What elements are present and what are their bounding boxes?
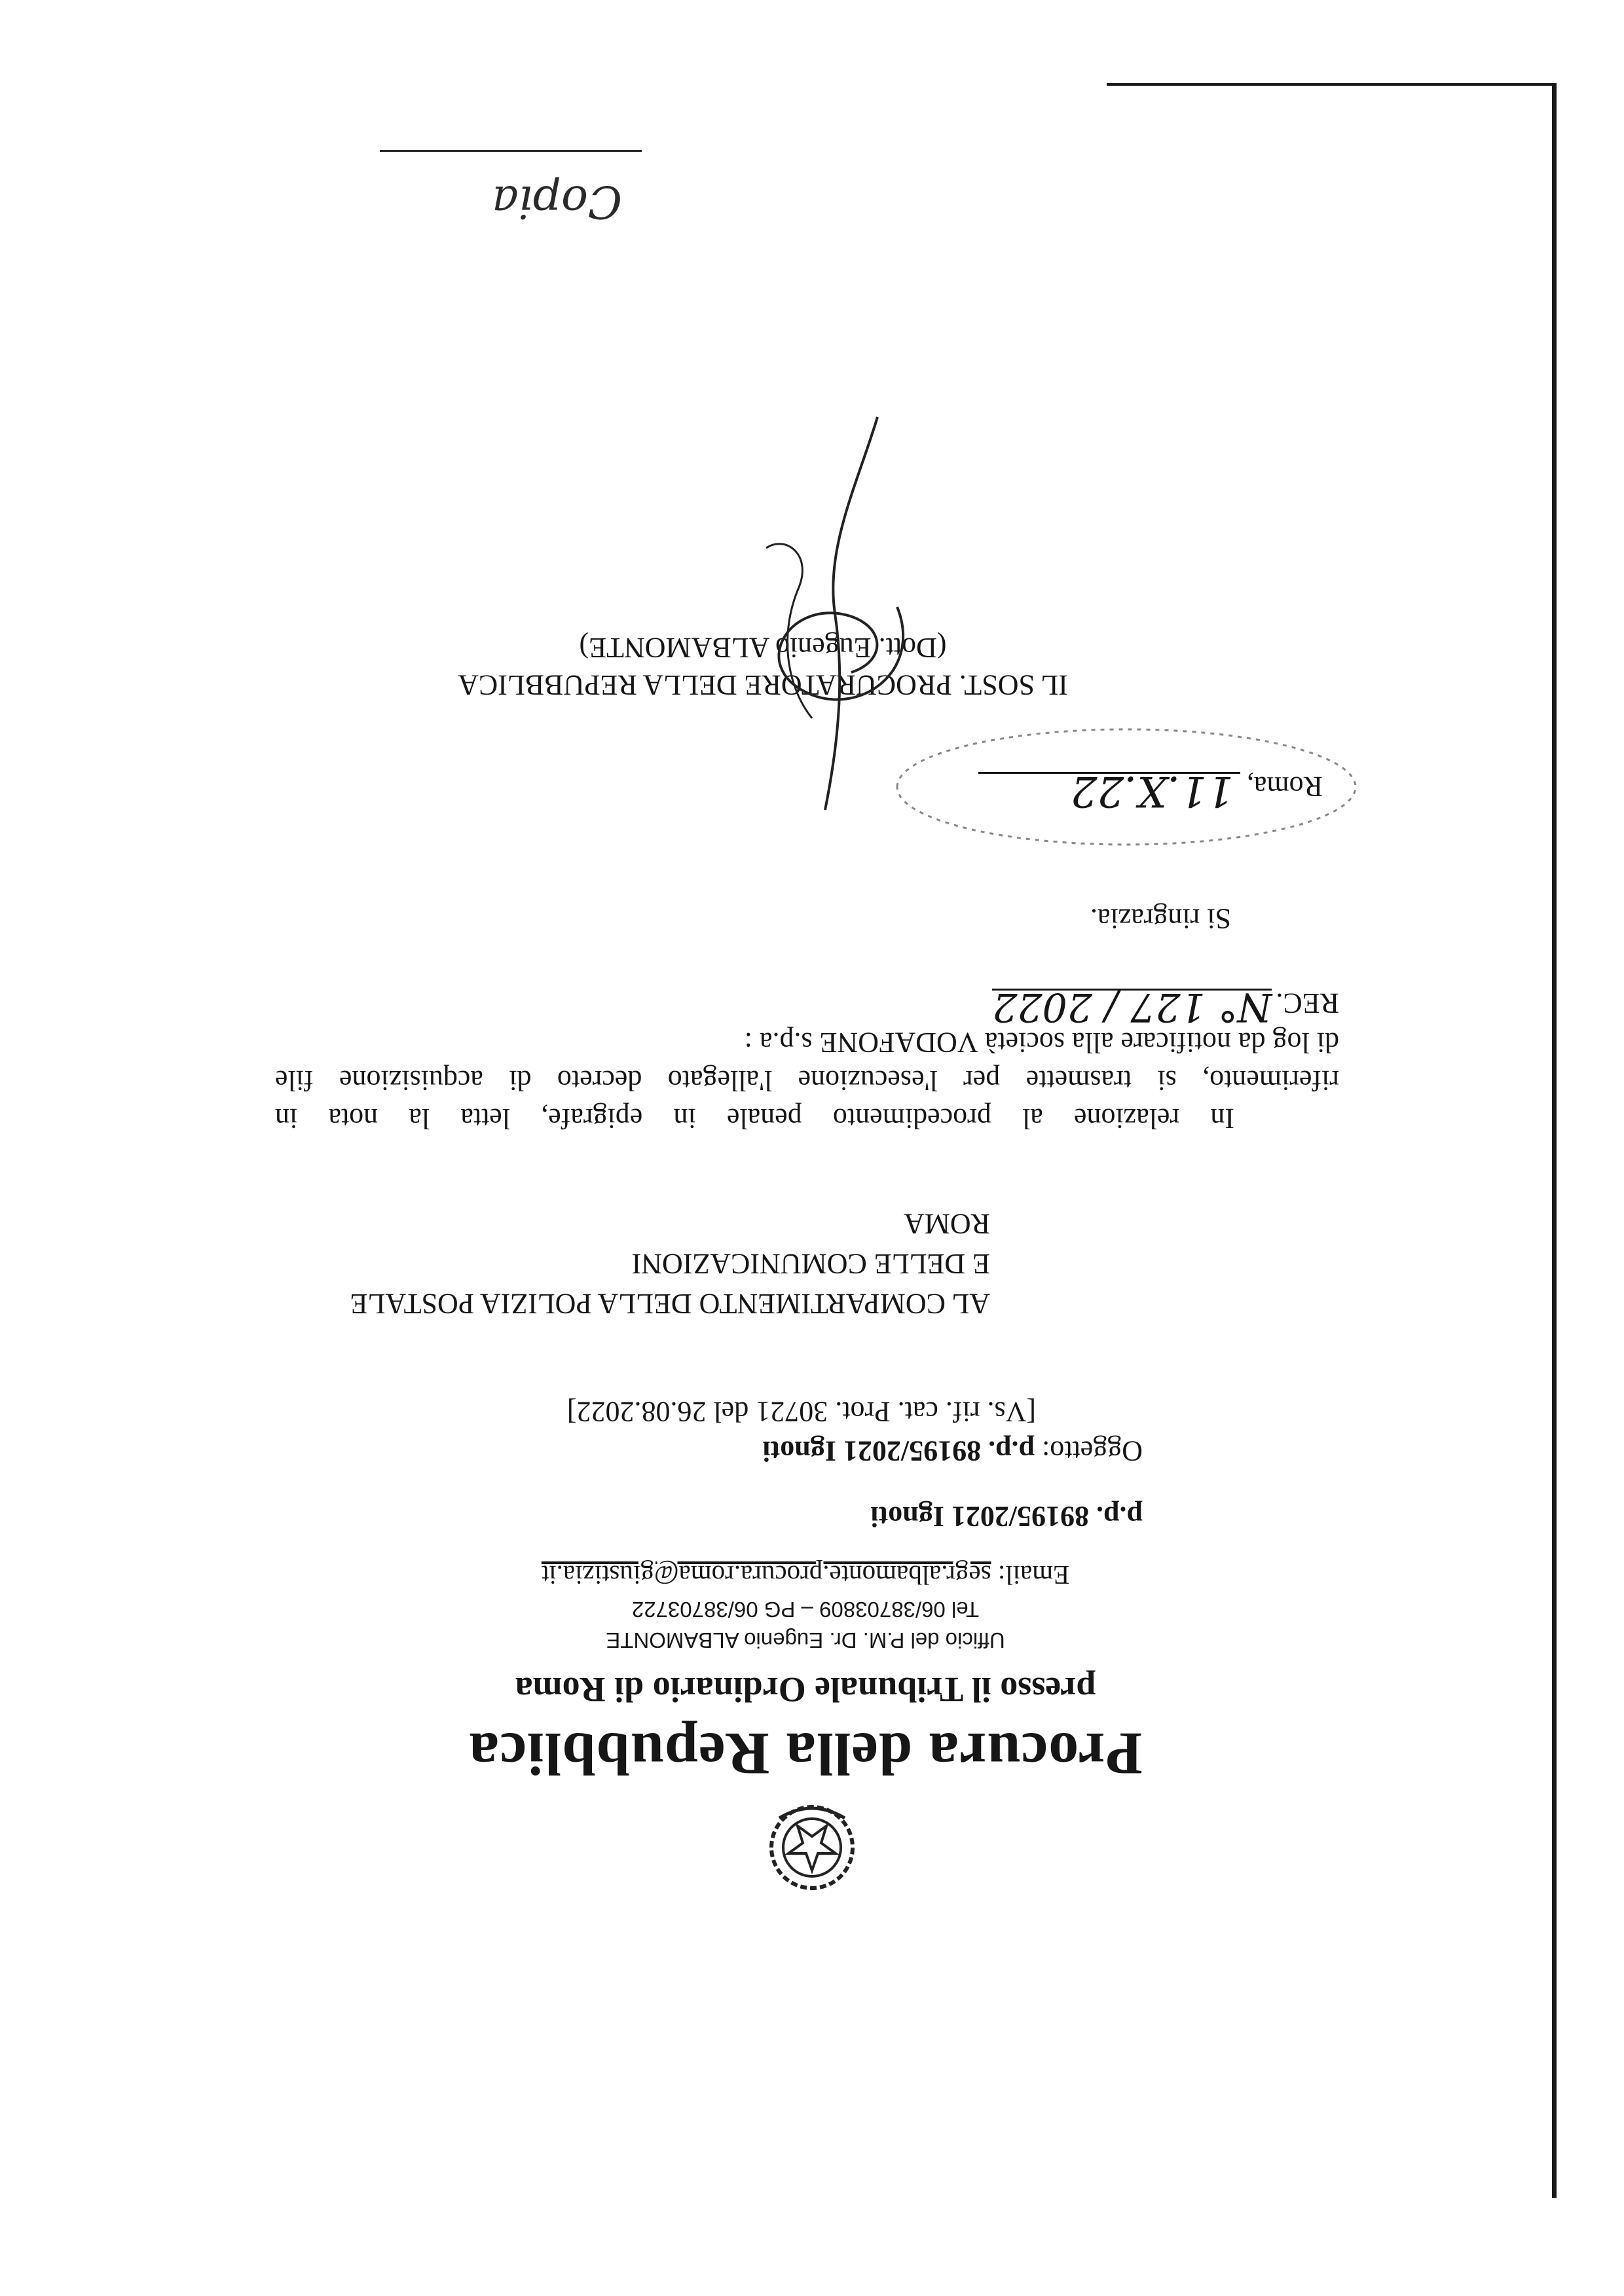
- case-reference: p.p. 89195/2021 Ignoti: [870, 1501, 1143, 1533]
- body-paragraph: [275, 1023, 1339, 1137]
- email-address-link[interactable]: segr.albamonte.procura.roma@giustizia.it: [541, 1560, 991, 1590]
- rec-handwritten-number: N° 127 / 2022: [992, 984, 1272, 1030]
- rec-label: REC.: [1276, 987, 1339, 1019]
- office-title: Procura della Repubblica: [468, 1721, 1143, 1787]
- email-label: Email:: [997, 1560, 1070, 1590]
- office-subtitle: presso il Tribunale Ordinario di Roma: [515, 1670, 1096, 1709]
- place-label: Roma,: [1246, 771, 1323, 803]
- body-line-2: riferimento, si trasmette per l'esecuzione l'allegato decreto di acquisizione file: [275, 1065, 1339, 1097]
- body-line-3: di log da notificare alla società VODAFONE s.p.a :: [744, 1027, 1339, 1059]
- subject-line: [762, 1434, 1143, 1468]
- your-reference-note: [Vs. rif. cat. Prot. 30721 del 26.08.2022]: [566, 1396, 1036, 1428]
- body-line-1: In relazione al procedimento penale in epigrafe, letta la nota in: [275, 1102, 1234, 1135]
- rec-number-line: [992, 984, 1339, 1030]
- scan-edge-horizontal: [1107, 83, 1552, 86]
- signatory-title: IL SOST. PROCURATORE DELLA REPUBBLICA: [458, 669, 1068, 701]
- subject-label: Oggetto:: [1042, 1435, 1143, 1467]
- republic-emblem-icon: [760, 1798, 864, 1897]
- annotation-underline: [380, 150, 642, 152]
- signatory-name: (Dott. Eugenio ALBAMONTE): [579, 632, 947, 664]
- addressee-line-3: ROMA: [903, 1208, 990, 1240]
- prosecutor-office-line: Ufficio del P.M. Dr. Eugenio ALBAMONTE: [606, 1628, 1005, 1652]
- handwritten-date: 11.X.22: [978, 772, 1240, 808]
- subject-value: p.p. 89195/2021 Ignoti: [762, 1435, 1035, 1467]
- phone-line: Tel 06/38703809 – PG 06/38703722: [631, 1597, 980, 1622]
- closing-thanks: Si ringrazia.: [1090, 903, 1231, 935]
- handwritten-signature-icon: [714, 404, 936, 823]
- handwritten-copy-annotation: Copia: [492, 175, 622, 227]
- email-line: [445, 1559, 1166, 1591]
- place-date-line: [978, 767, 1323, 815]
- scan-edge-vertical: [1552, 83, 1557, 2198]
- addressee-line-2: E DELLE COMUNICAZIONI: [631, 1248, 990, 1280]
- addressee-line-1: AL COMPARTIMENTO DELLA POLIZIA POSTALE: [350, 1288, 990, 1320]
